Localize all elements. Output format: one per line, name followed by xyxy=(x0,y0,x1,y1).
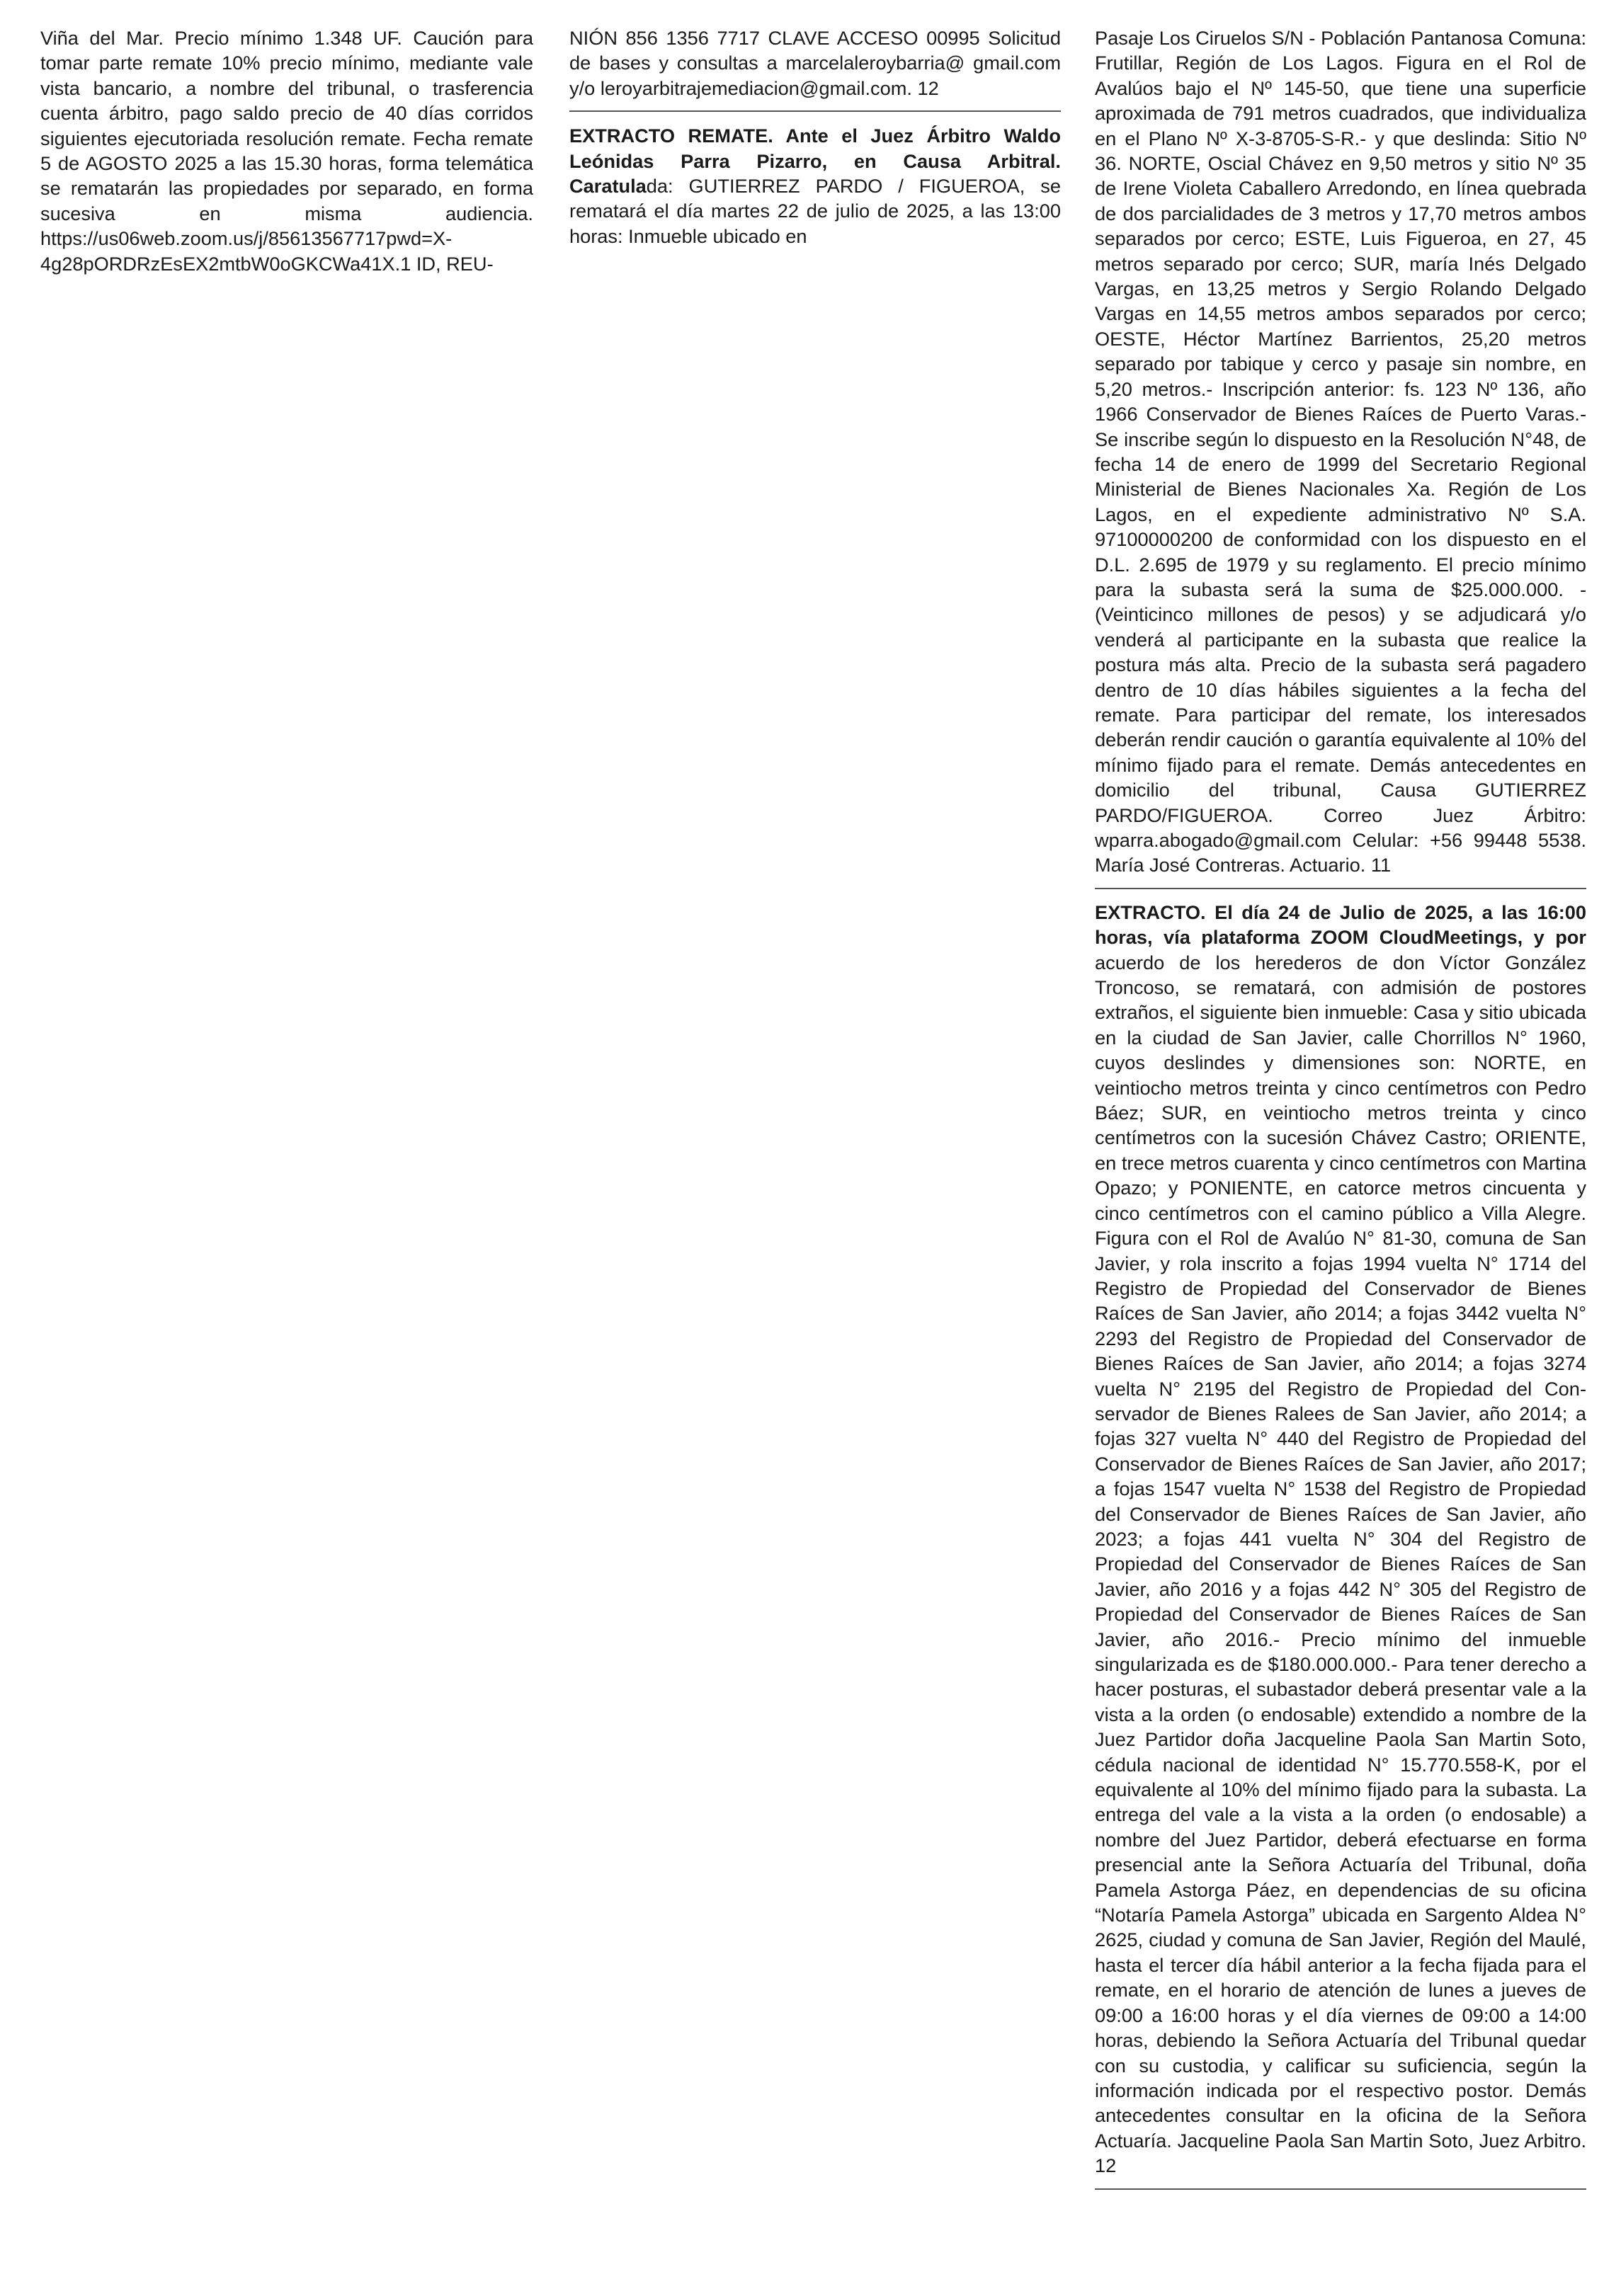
notice-divider xyxy=(1095,888,1586,889)
notice-body: da: GUTIERREZ PARDO / FIGUEROA, se rematará el día martes 22 de julio de 2025, a las 13:00 horas: Inmueble ubicado en xyxy=(569,175,1061,247)
notice-body: NIÓN 856 1356 7717 CLAVE ACCESO 00995 Solicitud de bases y consultas a marcelaleroybarria@ gmail.com y/o leroyarbitrajemediacion@gmail.com. 12 xyxy=(569,27,1061,99)
auction-notice-continuation xyxy=(40,25,533,276)
notice-text xyxy=(569,123,1061,249)
notice-text xyxy=(40,25,533,276)
auction-notice-san-javier xyxy=(1095,900,1586,2178)
notice-body: Pasaje Los Ciruelos S/N - Población Pantanosa Comuna: Frutillar, Región de Los Lagos. Figura en el Rol de Avalúos bajo el Nº 145-50, que tiene una superficie aproximada de 791 metros cuadrados, que individualiza en el Plano Nº X-3-8705-S-R.- y que deslinda: Sitio Nº 36. NORTE, Oscial Chávez en 9,50 metros y sitio Nº 35 de Irene Violeta Caballero Arredondo, en línea quebrada de dos parcialidades de 3 metros y 17,70 metros ambos separados por cerco; ESTE, Luis Figueroa, en 27, 45 metros separado por cerco; SUR, maría Inés Delgado Vargas, en 13,25 metros y Sergio Rolando Delgado Vargas en 14,55 metros ambos separados por cerco; OESTE, Héctor Martínez Barrientos, 25,20 metros separado por tabique y cerco y pasaje sin nombre, en 5,20 metros.- Inscripción anterior: fs. 123 Nº 136, año 1966 Conservador de Bienes Raíces de Puerto Varas.- Se inscribe según lo dispuesto en la Resolución N°48, de fecha 14 de enero de 1999 del Secretario Regional Ministerial de Bienes Nacionales Xa. Región de Los Lagos, en el expediente administrativo Nº S.A. 97100000200 de conformidad con los dispuesto en el D.L. 2.695 de 1979 y su reglamento. El precio mínimo para la subasta será la suma de $25.000.000. - (Veinticinco millones de pesos) y se adjudicará y/o venderá al participante en la subasta que realice la postura más alta. Precio de la subasta será pagadero dentro de 10 días hábiles siguientes a la fecha del remate. Para participar del remate, los interesados deberán rendir caución o garantía equivalente al 10% del mínimo fijado para el remate. Demás antecedentes en domicilio del tribunal, Causa GUTIERREZ PARDO/FIGUEROA. Correo Juez Árbitro: wparra.abogado@gmail.com Celular: +56 99448 5538. María José Contreras. Actuario. 11 xyxy=(1095,27,1586,876)
column-1 xyxy=(40,25,533,276)
notice-text xyxy=(1095,25,1586,878)
notice-divider xyxy=(569,110,1061,112)
auction-notice-gutierrez-pardo-continued xyxy=(1095,25,1586,878)
auction-notice-gutierrez-pardo xyxy=(569,123,1061,249)
notice-body: Viña del Mar. Precio mínimo 1.348 UF. Caución para tomar parte remate 10% precio mínimo, mediante vale vista bancario, a nombre del tribunal, o trasferencia cuenta árbitro, pago saldo precio de 40 días corridos siguientes ejecutoriada resolución remate. Fecha remate 5 de AGOSTO 2025 a las 15.30 horas, forma telemática se rematarán las propiedades por separado, en forma sucesiva en misma audiencia. https://us06web.zoom.us/j/85613567717pwd=X-4g28pORDRzEsEX2mtbW0oGKCWa41X.1 ID, REU- xyxy=(40,27,533,275)
notice-divider xyxy=(1095,2188,1586,2190)
notice-text xyxy=(569,25,1061,101)
notice-body: acuerdo de los herederos de don Víctor González Troncoso, se rematará, con admisión de postores extraños, el siguiente bien inmueble: Casa y sitio ubicada en la ciudad de San Javier, calle Chorrillos N° 1960, cuyos deslindes y dimensiones son: NORTE, en veintiocho metros treinta y cinco centímetros con Pedro Báez; SUR, en veintiocho metros treinta y cinco centímetros con la sucesión Chávez Castro; ORIENTE, en trece metros cuarenta y cinco centímetros con Martina Opazo; y PONIENTE, en catorce metros cincuenta y cinco centímetros con el camino público a Villa Alegre. Figura con el Rol de Avalúo N° 81-30, comuna de San Javier, y rola inscrito a fojas 1994 vuelta N° 1714 del Registro de Propiedad del Conservador de Bienes Raíces de San Javier, año 2014; a fojas 3442 vuelta N° 2293 del Registro de Propiedad del Conservador de Bienes Raíces de San Javier, año 2014; a fojas 3274 vuelta N° 2195 del Registro de Propiedad del Conservador de Bienes Ralees de San Javier, año 2014; a fojas 327 vuelta N° 440 del Registro de Propiedad del Conservador de Bienes Raíces de San Javier, año 2017; a fojas 1547 vuelta N° 1538 del Registro de Propiedad del Conservador de Bienes Raíces de San Javier, año 2023; a fojas 441 vuelta N° 304 del Registro de Propiedad del Conservador de Bienes Raíces de San Javier, año 2016 y a fojas 442 N° 305 del Registro de Propiedad del Conservador de Bienes Raíces de San Javier, año 2016.- Precio mínimo del inmueble singularizada es de $180.000.000.- Para tener derecho a hacer posturas, el subastador deberá presentar vale a la vista a la orden (o endosable) extendido a nombre de la Juez Partidor doña Jacqueline Paola San Martin Soto, cédula nacional de identidad N° 15.770.558-K, por el equivalente al 10% del mínimo fijado para la subasta. La entrega del vale a la vista a la orden (o endosable) a nombre del Juez Partidor, deberá efectuarse en forma presencial ante la Señora Actuaría del Tribunal, doña Pamela Astorga Páez, en dependencias de su oficina “Notaría Pamela Astorga” ubicada en Sargento Aldea N° 2625, ciudad y comuna de San Javier, Región del Maulé, hasta el tercer día hábil anterior a la fecha fijada para el remate, en el horario de atención de lunes a jueves de 09:00 a 16:00 horas y el día viernes de 09:00 a 14:00 horas, debiendo la Señora Actuaría del Tribunal quedar con su custodia, y calificar su suficiencia, según la información indicada por el respectivo postor. Demás antecedentes consultar en la oficina de la Señora Actuaría. Jacqueline Paola San Martin Soto, Juez Arbitro. 12 xyxy=(1095,951,1586,2177)
column-3 xyxy=(1095,25,1586,2200)
column-2 xyxy=(569,25,1061,249)
notice-lead: EXTRACTO REMATE. Ante el Juez Árbitro Waldo Leónidas Parra Pizarro, en Causa Arbitral. Caratula xyxy=(569,125,1061,198)
notice-lead: EXTRACTO. El día 24 de Julio de 2025, a las 16:00 horas, vía plataforma ZOOM CloudMeetings, y por xyxy=(1095,901,1586,949)
notice-text xyxy=(1095,900,1586,2178)
auction-notice-continuation xyxy=(569,25,1061,101)
